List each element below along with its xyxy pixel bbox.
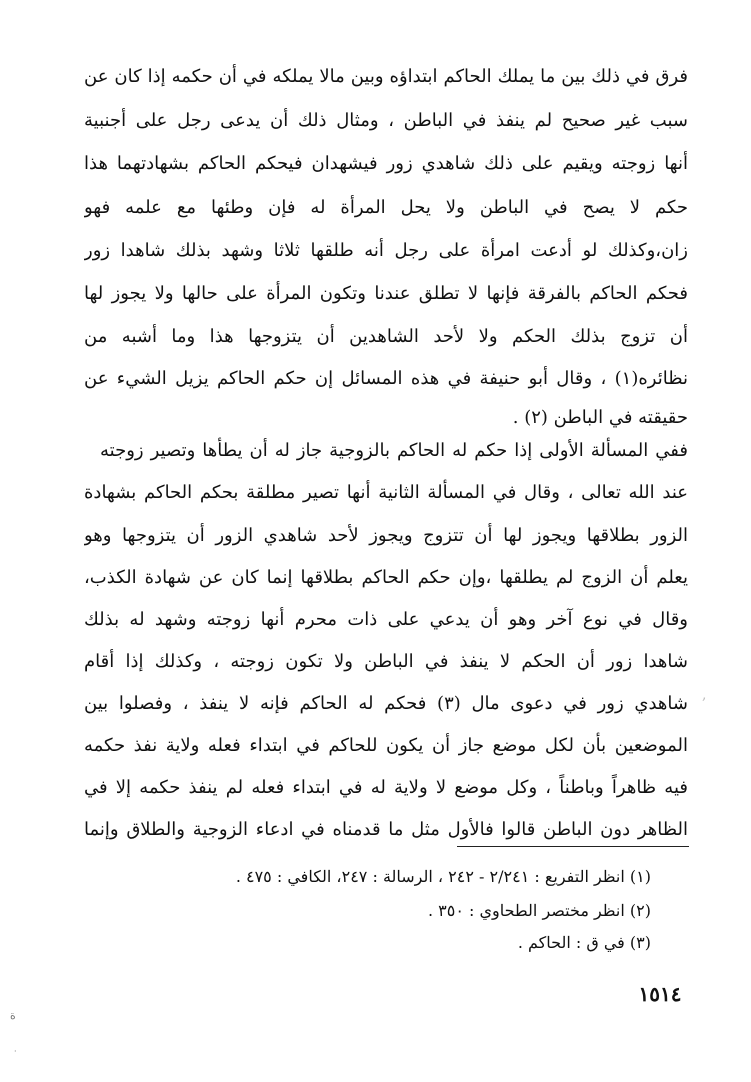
text-line: أنها زوجته ويقيم على ذلك شاهدي زور فيشهدان فيحكم الحاكم بشهادتهما هذا <box>84 153 688 174</box>
page-number: ١٥١٤ <box>638 982 682 1006</box>
text-line: نظائره(١) ، وقال أبو حنيفة في هذه المسائل إن حكم الحاكم يزيل الشيء عن <box>84 368 688 389</box>
footnote: (٣) في ق : الحاكم . <box>517 933 651 952</box>
footnote: (١) انظر التفريع : ٢/٢٤١ - ٢٤٢ ، الرسالة : ٢٤٧، الكافي : ٤٧٥ . <box>235 867 651 886</box>
text-line: يعلم أن الزوج لم يطلقها ،وإن حكم الحاكم بطلاقها إنما كان عن شهادة الكذب، <box>84 567 688 588</box>
scan-speck: · <box>14 1047 17 1056</box>
footnote-divider <box>457 846 689 847</box>
text-line: شاهدا زور أن الحكم لا ينفذ في الباطن ولا تكون زوجته ، وكذلك إذا أقام <box>84 651 688 672</box>
text-line: شاهدي زور في دعوى مال (٣) فحكم له الحاكم فإنه لا ينفذ ، وفصلوا بين <box>84 693 688 714</box>
text-line: حكم لا يصح في الباطن ولا يحل المرأة له فإن وطئها مع علمه فهو <box>84 197 688 218</box>
scan-speck: ة <box>10 1009 16 1022</box>
text-line: فرق في ذلك بين ما يملك الحاكم ابتداؤه وبين مالا يملكه في أن حكمه إذا كان عن <box>84 66 688 87</box>
footnote: (٢) انظر مختصر الطحاوي : ٣٥٠ . <box>427 901 651 920</box>
text-line: الظاهر دون الباطن قالوا فالأول مثل ما قدمناه في ادعاء الزوجية والطلاق وإنما <box>84 819 688 840</box>
text-line: فحكم الحاكم بالفرقة فإنها لا تطلق عندنا وتكون المرأة على حالها ولا يجوز لها <box>84 283 688 304</box>
text-line: ففي المسألة الأولى إذا حكم له الحاكم بالزوجية جاز له أن يطأها وتصير زوجته <box>100 440 688 461</box>
text-line: فيه ظاهراً وباطناً ، وكل موضع لا ولاية له في ابتداء فعله لم ينفذ حكمه إلا في <box>84 777 688 798</box>
scan-speck: , <box>702 687 707 703</box>
text-line: وقال في نوع آخر وهو أن يدعي على ذات محرم أنها زوجته وشهد له بذلك <box>84 609 688 630</box>
text-line: أن تزوج بذلك الحكم ولا لأحد الشاهدين أن يتزوجها هذا وما أشبه من <box>84 326 688 347</box>
text-line: سبب غير صحيح لم ينفذ في الباطن ، ومثال ذلك أن يدعى رجل على أجنبية <box>84 110 688 131</box>
text-line: زان،وكذلك لو أدعت امرأة على رجل أنه طلقها ثلاثا وشهد بذلك شاهدا زور <box>84 240 688 261</box>
text-line: الموضعين بأن لكل موضع جاز أن يكون للحاكم في ابتداء فعله ولاية نفذ حكمه <box>84 735 688 756</box>
text-line: عند الله تعالى ، وقال في المسألة الثانية أنها تصير مطلقة بحكم الحاكم بشهادة <box>84 482 688 503</box>
text-line: الزور بطلاقها ويجوز لها أن تتزوج ويجوز لأحد شاهدي الزور أن يتزوجها وهو <box>84 525 688 546</box>
text-line: حقيقته في الباطن (٢) . <box>512 407 688 428</box>
